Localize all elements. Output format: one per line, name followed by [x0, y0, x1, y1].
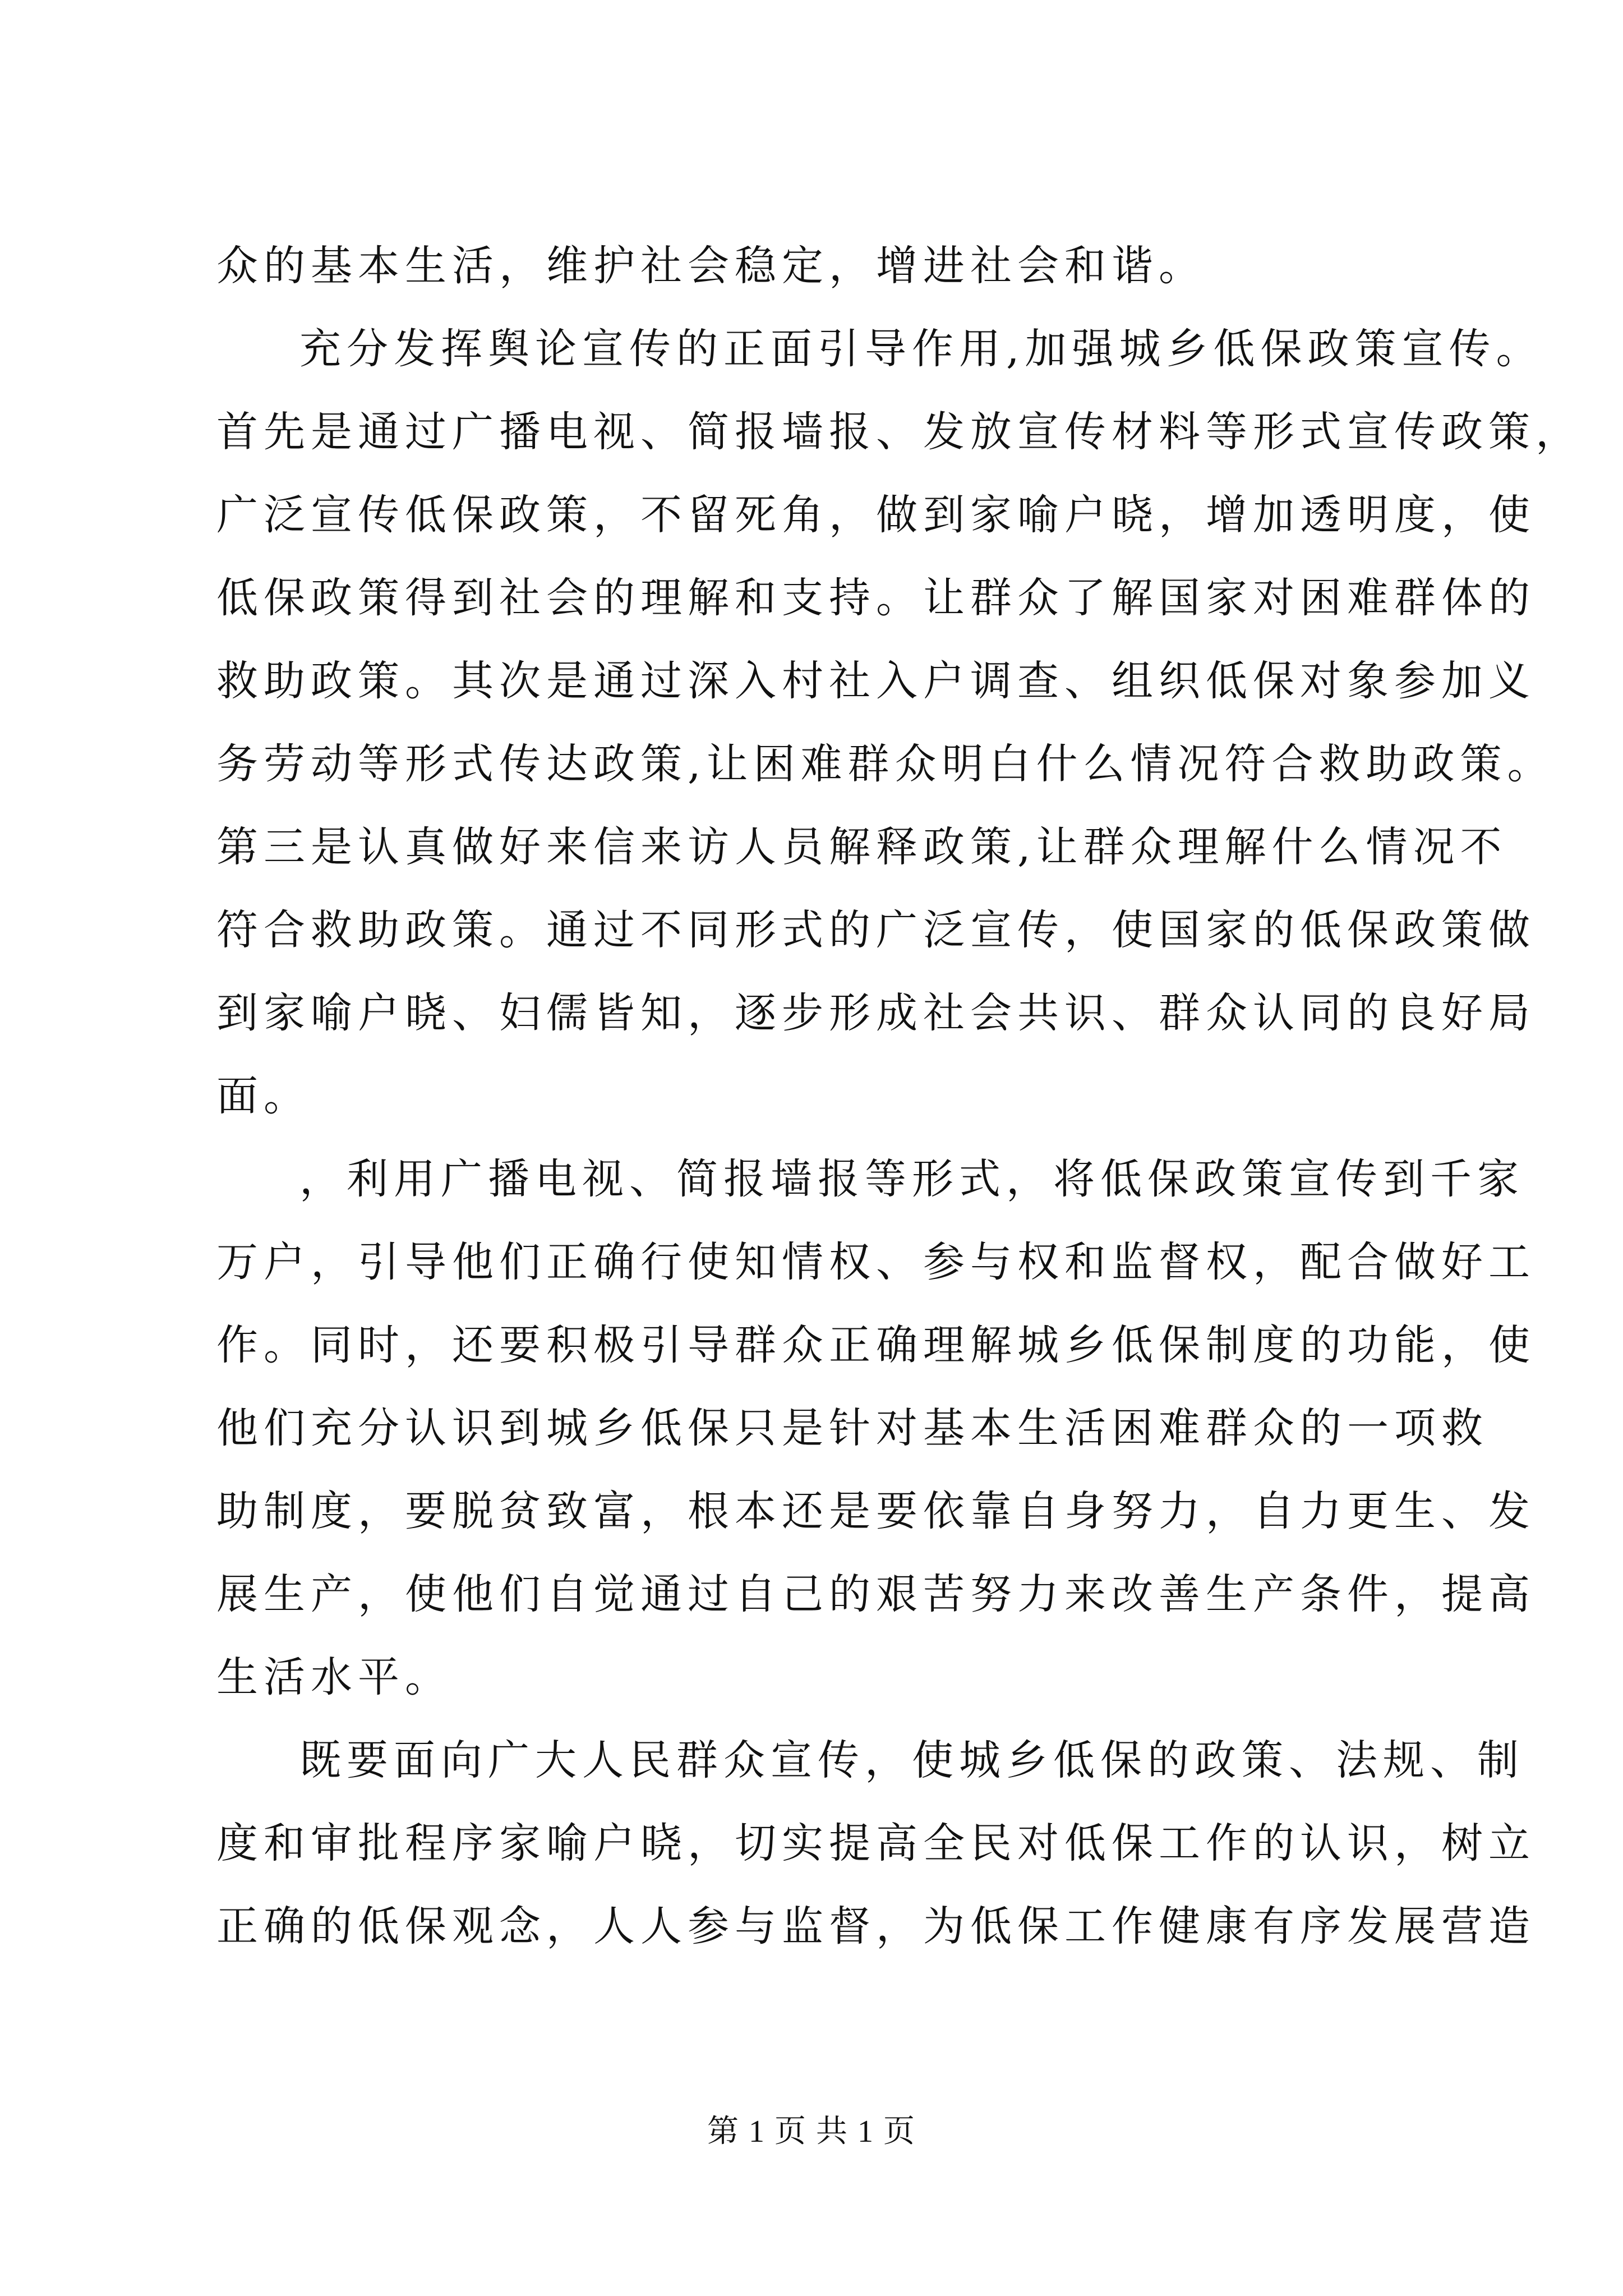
text-line: 救助政策。其次是通过深入村社入户调查、组织低保对象参加义 — [216, 657, 1536, 705]
text-line: 他们充分认识到城乡低保只是针对基本生活困难群众的一项救 — [216, 1404, 1488, 1452]
text-line: 度和审批程序家喻户晓，切实提高全民对低保工作的认识，树立 — [216, 1819, 1536, 1867]
text-line: 万户，引导他们正确行使知情权、参与权和监督权，配合做好工 — [216, 1238, 1536, 1286]
paragraph-first-line: 充分发挥舆论宣传的正面引导作用,加强城乡低保政策宣传。 — [299, 325, 1543, 373]
text-line: 到家喻户晓、妇儒皆知，逐步形成社会共识、群众认同的良好局 — [216, 989, 1536, 1037]
text-line: 务劳动等形式传达政策,让困难群众明白什么情况符合救助政策。 — [216, 740, 1555, 788]
text-line: 符合救助政策。通过不同形式的广泛宣传，使国家的低保政策做 — [216, 906, 1536, 954]
page-footer: 第 1 页 共 1 页 — [707, 2114, 916, 2149]
text-line: 助制度，要脱贫致富，根本还是要依靠自身努力，自力更生、发 — [216, 1487, 1536, 1535]
text-line: 面。 — [216, 1072, 311, 1120]
text-line: 生活水平。 — [216, 1653, 452, 1701]
text-line: 广泛宣传低保政策，不留死角，做到家喻户晓，增加透明度，使 — [216, 491, 1536, 539]
text-line: 作。同时，还要积极引导群众正确理解城乡低保制度的功能，使 — [216, 1321, 1536, 1369]
paragraph-first-line: ，利用广播电视、简报墙报等形式，将低保政策宣传到千家 — [299, 1155, 1524, 1203]
text-line: 首先是通过广播电视、简报墙报、发放宣传材料等形式宣传政策， — [216, 408, 1583, 456]
text-line: 众的基本生活，维护社会稳定，增进社会和谐。 — [216, 242, 1206, 290]
paragraph-first-line: 既要面向广大人民群众宣传，使城乡低保的政策、法规、制 — [299, 1736, 1524, 1784]
text-line: 正确的低保观念，人人参与监督，为低保工作健康有序发展营造 — [216, 1902, 1536, 1950]
text-line: 第三是认真做好来信来访人员解释政策,让群众理解什么情况不 — [216, 823, 1507, 871]
text-line: 展生产，使他们自觉通过自己的艰苦努力来改善生产条件，提高 — [216, 1570, 1536, 1618]
text-line: 低保政策得到社会的理解和支持。让群众了解国家对困难群体的 — [216, 574, 1536, 622]
document-body — [216, 224, 1583, 1968]
